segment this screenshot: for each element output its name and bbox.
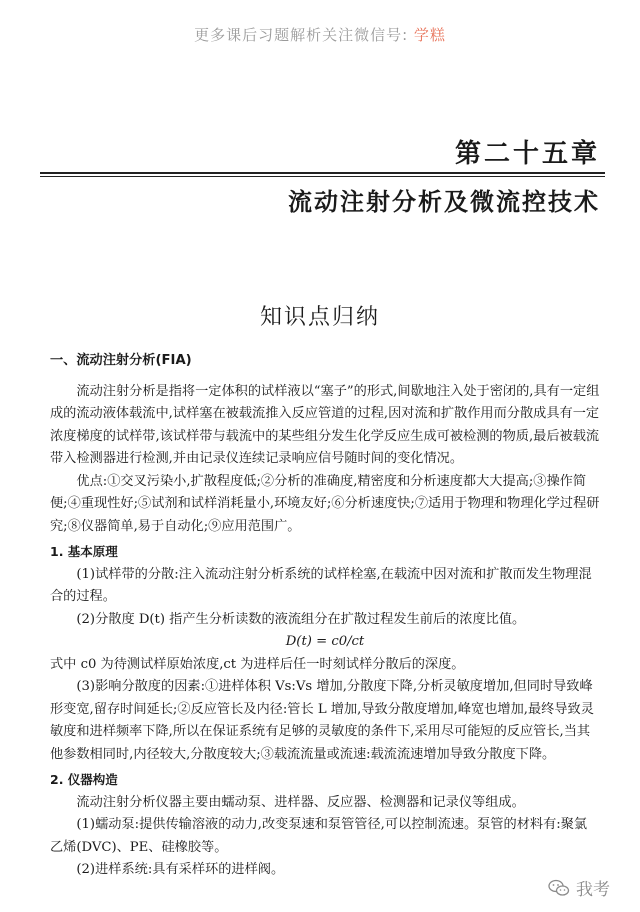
banner-account: 学糕 (413, 26, 446, 44)
banner-prefix: 更多课后习题解析关注微信号: (194, 26, 409, 44)
principle-p3: 式中 c0 为待测试样原始浓度,ct 为进样后任一时刻试样分散后的深度。 (50, 656, 465, 672)
instrument-p1: 流动注射分析仪器主要由蠕动泵、进样器、反应器、检测器和记录仪等组成。 (76, 794, 525, 810)
section-title: 知识点归纳 (259, 305, 380, 330)
principle-p1: (1)试样带的分散:注入流动注射分析系统的试样栓塞,在载流中因对流和扩散而发生物理混合的过程。 (50, 566, 592, 604)
wechat-icon (548, 879, 570, 897)
page-body (50, 350, 600, 882)
chapter-number: 第二十五章 (454, 139, 600, 169)
advantages-paragraph: 优点:①交叉污染小,扩散程度低;②分析的准确度,精密度和分析速度都大大提高;③操作简便;④重现性好;⑤试剂和试样消耗量小,环境友好;⑥分析速度快;⑦适用于物理和物理化学过程研究;⑧仪器简单,易于自动化;⑨应用范围广。 (50, 473, 600, 534)
watermark-text: 我考 (576, 880, 610, 900)
subheading-instrument: 2. 仪器构造 (50, 772, 118, 787)
dispersion-formula: D(t) = c0/ct (285, 634, 365, 649)
principle-p4: (3)影响分散度的因素:①进样体积 Vs:Vs 增加,分散度下降,分析灵敏度增加,但同时导致峰形变宽,留存时间延长;②反应管长及内径:管长 L 增加,导致分散度增加,峰宽也增加,最终导致灵敏度和进样频率下降,所以在保证系统有足够的灵敏度的条件下,采用尽可能短的反应管长,当其他参数相同时,内径较大,分散度较大;③载流流量或流速:载流流速增加导致分散度下降。 (50, 679, 594, 762)
watermark (548, 875, 610, 900)
instrument-p3: (2)进样系统:具有采样环的进样阀。 (76, 862, 285, 877)
heading-fia: 一、流动注射分析(FIA) (50, 353, 192, 368)
principle-p2: (2)分散度 D(t) 指产生分析读数的液流组分在扩散过程发生前后的浓度比值。 (76, 611, 526, 627)
chapter-title: 流动注射分析及微流控技术 (288, 187, 600, 216)
intro-paragraph: 流动注射分析是指将一定体积的试样液以“塞子”的形式,间歇地注入处于密闭的,具有一定组成的流动液体载流中,试样塞在被载流推入反应管道的过程,因对流和扩散作用而分散成具有一定浓度梯度的试样带,该试样带与载流中的某些组分发生化学反应生成可被检测的物质,最后被载流带入检测器进行检测,并由记录仪连续记录响应信号随时间的变化情况。 (50, 383, 600, 466)
chapter-rule-thick (40, 172, 605, 174)
chapter-rule-thin (40, 176, 605, 177)
instrument-p2: (1)蠕动泵:提供传输溶液的动力,改变泵速和泵管管径,可以控制流速。泵管的材料有:聚氯乙烯(DVC)、PE、硅橡胶等。 (50, 817, 588, 855)
subheading-principle: 1. 基本原理 (50, 544, 118, 559)
top-banner (0, 24, 640, 45)
